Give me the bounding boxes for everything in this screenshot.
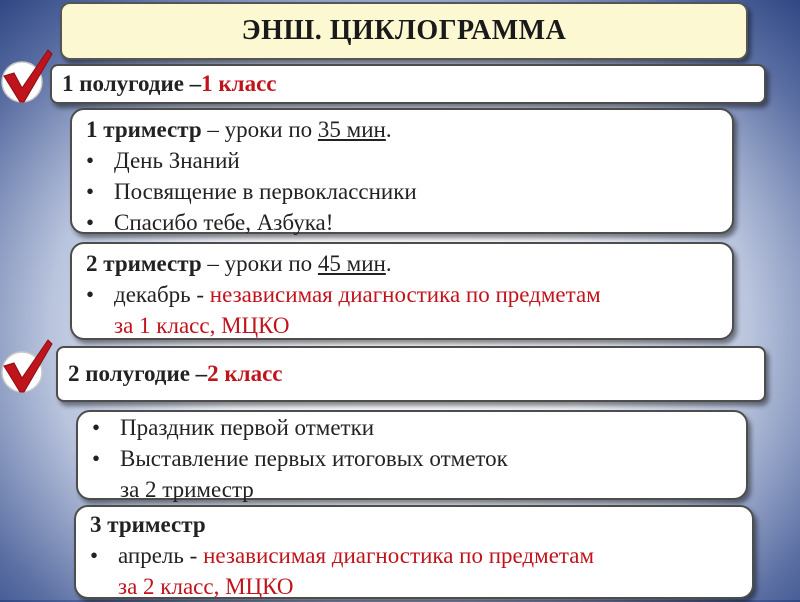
trimester-2-box — [70, 242, 734, 340]
checkmark-icon — [0, 336, 56, 398]
list-item: • Праздник первой отметки — [92, 415, 375, 440]
list-item-continuation: за 2 класс, МЦКО — [118, 574, 294, 599]
list-item: • апрель - независимая диагностика по предметам — [90, 543, 594, 568]
list-item: • Спасибо тебе, Азбука! — [86, 210, 334, 235]
half-year-1-header: 1 полугодие – 1 класс — [50, 64, 766, 104]
trimester-1-box — [70, 108, 734, 234]
list-item-continuation: за 1 класс, МЦКО — [114, 313, 290, 338]
list-item: • Посвящение в первоклассники — [86, 179, 417, 204]
list-item: • День Знаний — [86, 148, 240, 173]
trimester-3-box — [74, 505, 754, 599]
list-item-continuation: за 2 триместр — [120, 477, 254, 502]
trimester-1-heading: 1 триместр – уроки по 35 мин. — [86, 117, 392, 142]
trimester-2-heading: 2 триместр – уроки по 45 мин. — [86, 251, 392, 276]
list-item: • декабрь - независимая диагностика по предметам — [86, 282, 601, 307]
half-year-2-header: 2 полугодие – 2 класс — [56, 346, 766, 402]
page-title: ЭНШ. ЦИКЛОГРАММА — [60, 2, 748, 60]
checkmark-icon — [0, 46, 56, 108]
list-item: • Выставление первых итоговых отметок — [92, 446, 508, 471]
half-year-2-items-box — [76, 410, 748, 500]
trimester-3-heading: 3 триместр — [90, 512, 206, 537]
